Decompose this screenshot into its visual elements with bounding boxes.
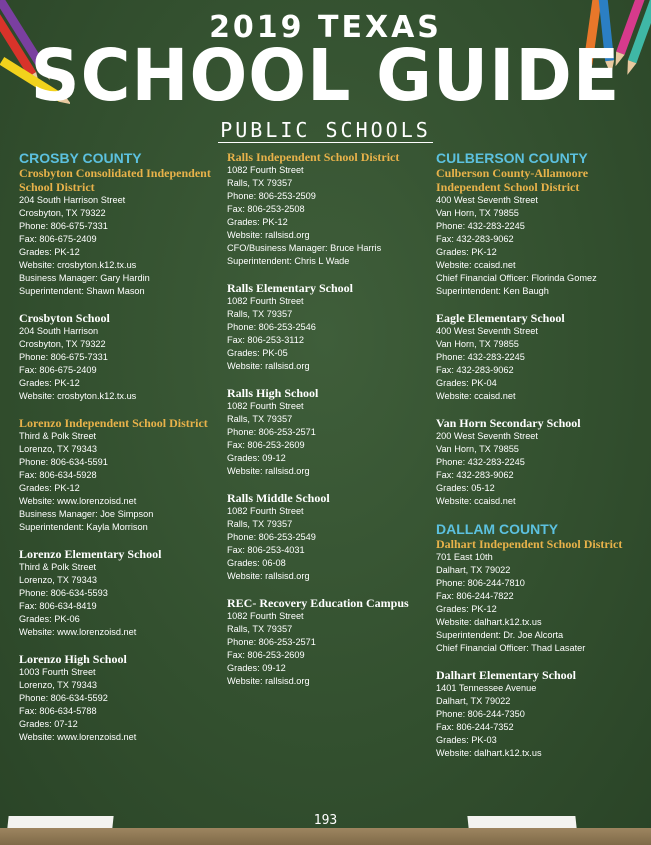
contact-detail: Lorenzo, TX 79343 bbox=[19, 680, 97, 690]
school-name: REC- Recovery Education Campus bbox=[227, 596, 409, 610]
header-subtitle bbox=[0, 118, 651, 142]
contact-detail: Van Horn, TX 79855 bbox=[436, 339, 519, 349]
contact-detail: Website: www.lorenzoisd.net bbox=[19, 732, 137, 742]
contact-detail: Phone: 432-283-2245 bbox=[436, 457, 525, 467]
contact-detail: Website: ccaisd.net bbox=[436, 391, 516, 401]
contact-detail: Phone: 806-253-2509 bbox=[227, 191, 316, 201]
contact-detail: Fax: 806-634-5928 bbox=[19, 470, 97, 480]
contact-detail: Phone: 806-253-2571 bbox=[227, 427, 316, 437]
contact-detail: 400 West Seventh Street bbox=[436, 195, 538, 205]
contact-detail: Website: rallsisd.org bbox=[227, 230, 310, 240]
contact-detail: Dalhart, TX 79022 bbox=[436, 565, 511, 575]
directory-entry bbox=[227, 596, 432, 688]
school-name: Lorenzo Elementary School bbox=[19, 547, 162, 561]
district-name: Ralls Independent School District bbox=[227, 150, 400, 164]
school-name: Dalhart Elementary School bbox=[436, 668, 576, 682]
contact-detail: Grades: 06-08 bbox=[227, 558, 286, 568]
contact-detail: Phone: 806-634-5593 bbox=[19, 588, 108, 598]
contact-detail: Phone: 432-283-2245 bbox=[436, 352, 525, 362]
contact-detail: Website: crosbyton.k12.tx.us bbox=[19, 260, 137, 270]
contact-detail: Business Manager: Joe Simpson bbox=[19, 509, 154, 519]
directory-entry bbox=[436, 150, 641, 298]
contact-detail: Fax: 432-283-9062 bbox=[436, 470, 514, 480]
directory-entry bbox=[436, 668, 641, 760]
contact-detail: 1082 Fourth Street bbox=[227, 506, 304, 516]
contact-detail: Grades: PK-12 bbox=[436, 604, 497, 614]
contact-detail: 1082 Fourth Street bbox=[227, 165, 304, 175]
contact-detail: Fax: 432-283-9062 bbox=[436, 234, 514, 244]
header-subtitle-text: PUBLIC SCHOOLS bbox=[220, 118, 431, 142]
contact-detail: Ralls, TX 79357 bbox=[227, 309, 293, 319]
county-heading: DALLAM COUNTY bbox=[436, 521, 559, 537]
column-1 bbox=[19, 150, 224, 757]
column-2 bbox=[227, 150, 432, 701]
county-heading: CULBERSON COUNTY bbox=[436, 150, 588, 166]
contact-detail: Superintendent: Chris L Wade bbox=[227, 256, 350, 266]
school-name: Ralls Elementary School bbox=[227, 281, 353, 295]
school-name: Ralls High School bbox=[227, 386, 319, 400]
contact-detail: Grades: PK-06 bbox=[19, 614, 80, 624]
contact-detail: Chief Financial Officer: Thad Lasater bbox=[436, 643, 586, 653]
contact-detail: Fax: 806-675-2409 bbox=[19, 365, 97, 375]
contact-detail: Website: www.lorenzoisd.net bbox=[19, 496, 137, 506]
contact-detail: Ralls, TX 79357 bbox=[227, 414, 293, 424]
contact-detail: 200 West Seventh Street bbox=[436, 431, 538, 441]
directory-entry bbox=[227, 386, 432, 478]
contact-detail: 400 West Seventh Street bbox=[436, 326, 538, 336]
contact-detail: Website: rallsisd.org bbox=[227, 571, 310, 581]
contact-detail: Third & Polk Street bbox=[19, 431, 97, 441]
school-name: Eagle Elementary School bbox=[436, 311, 565, 325]
contact-detail: Superintendent: Dr. Joe Alcorta bbox=[436, 630, 564, 640]
header-main-title: SCHOOL GUIDE bbox=[30, 35, 621, 118]
contact-detail: Fax: 806-253-2609 bbox=[227, 440, 305, 450]
contact-detail: Fax: 806-253-4031 bbox=[227, 545, 305, 555]
contact-detail: Grades: PK-12 bbox=[19, 247, 80, 257]
contact-detail: Grades: PK-12 bbox=[19, 483, 80, 493]
contact-detail: Website: dalhart.k12.tx.us bbox=[436, 617, 542, 627]
contact-detail: Ralls, TX 79357 bbox=[227, 519, 293, 529]
contact-detail: Phone: 806-244-7350 bbox=[436, 709, 525, 719]
contact-detail: Fax: 806-253-2508 bbox=[227, 204, 305, 214]
directory-entry bbox=[436, 416, 641, 508]
directory-entry bbox=[227, 491, 432, 583]
contact-detail: Grades: PK-03 bbox=[436, 735, 497, 745]
contact-detail: Fax: 806-253-3112 bbox=[227, 335, 304, 345]
contact-detail: Website: ccaisd.net bbox=[436, 260, 516, 270]
school-name: Van Horn Secondary School bbox=[436, 416, 581, 430]
contact-detail: Dalhart, TX 79022 bbox=[436, 696, 511, 706]
contact-detail: Crosbyton, TX 79322 bbox=[19, 339, 106, 349]
contact-detail: Fax: 806-253-2609 bbox=[227, 650, 305, 660]
district-name: Crosbyton Consolidated Independent School District bbox=[19, 166, 211, 194]
contact-detail: Lorenzo, TX 79343 bbox=[19, 575, 97, 585]
contact-detail: Website: ccaisd.net bbox=[436, 496, 516, 506]
contact-detail: Grades: PK-12 bbox=[227, 217, 288, 227]
county-heading: CROSBY COUNTY bbox=[19, 150, 142, 166]
contact-detail: Fax: 806-244-7352 bbox=[436, 722, 514, 732]
contact-detail: 1082 Fourth Street bbox=[227, 401, 304, 411]
directory-entry bbox=[227, 150, 432, 268]
school-name: Ralls Middle School bbox=[227, 491, 330, 505]
district-name: Dalhart Independent School District bbox=[436, 537, 623, 551]
contact-detail: Phone: 432-283-2245 bbox=[436, 221, 525, 231]
page-number: 193 bbox=[313, 813, 338, 828]
district-name: Culberson County-Allamoore Independent School District bbox=[436, 166, 589, 194]
district-name: Lorenzo Independent School District bbox=[19, 416, 208, 430]
contact-detail: Grades: 05-12 bbox=[436, 483, 495, 493]
contact-detail: Third & Polk Street bbox=[19, 562, 97, 572]
contact-detail: Fax: 806-634-5788 bbox=[19, 706, 97, 716]
directory-entry bbox=[19, 547, 224, 639]
contact-detail: CFO/Business Manager: Bruce Harris bbox=[227, 243, 382, 253]
contact-detail: 204 South Harrison Street bbox=[19, 195, 126, 205]
contact-detail: Grades: 09-12 bbox=[227, 663, 286, 673]
contact-detail: Phone: 806-253-2571 bbox=[227, 637, 316, 647]
contact-detail: Ralls, TX 79357 bbox=[227, 624, 293, 634]
contact-detail: Superintendent: Kayla Morrison bbox=[19, 522, 148, 532]
contact-detail: Phone: 806-253-2546 bbox=[227, 322, 316, 332]
contact-detail: Website: crosbyton.k12.tx.us bbox=[19, 391, 137, 401]
contact-detail: Business Manager: Gary Hardin bbox=[19, 273, 150, 283]
directory-entry bbox=[19, 416, 224, 534]
directory-entry bbox=[19, 311, 224, 403]
contact-detail: Website: www.lorenzoisd.net bbox=[19, 627, 137, 637]
column-3 bbox=[436, 150, 641, 773]
contact-detail: Fax: 806-244-7822 bbox=[436, 591, 514, 601]
header-year-title: 2019 TEXAS bbox=[209, 10, 442, 45]
chalkboard-ledge bbox=[0, 828, 651, 845]
contact-detail: Phone: 806-675-7331 bbox=[19, 352, 108, 362]
contact-detail: Website: rallsisd.org bbox=[227, 466, 310, 476]
contact-detail: Fax: 432-283-9062 bbox=[436, 365, 514, 375]
contact-detail: Fax: 806-675-2409 bbox=[19, 234, 97, 244]
directory-entry bbox=[19, 150, 224, 298]
contact-detail: Lorenzo, TX 79343 bbox=[19, 444, 97, 454]
contact-detail: Phone: 806-675-7331 bbox=[19, 221, 108, 231]
contact-detail: Chief Financial Officer: Florinda Gomez bbox=[436, 273, 597, 283]
contact-detail: Phone: 806-253-2549 bbox=[227, 532, 316, 542]
contact-detail: Phone: 806-634-5592 bbox=[19, 693, 108, 703]
contact-detail: Van Horn, TX 79855 bbox=[436, 444, 519, 454]
contact-detail: Crosbyton, TX 79322 bbox=[19, 208, 106, 218]
contact-detail: Grades: 09-12 bbox=[227, 453, 286, 463]
contact-detail: Superintendent: Ken Baugh bbox=[436, 286, 549, 296]
contact-detail: 1003 Fourth Street bbox=[19, 667, 96, 677]
contact-detail: Fax: 806-634-8419 bbox=[19, 601, 97, 611]
contact-detail: Phone: 806-634-5591 bbox=[19, 457, 108, 467]
contact-detail: Grades: PK-12 bbox=[436, 247, 497, 257]
contact-detail: Grades: PK-04 bbox=[436, 378, 497, 388]
contact-detail: Superintendent: Shawn Mason bbox=[19, 286, 145, 296]
directory-entry bbox=[227, 281, 432, 373]
contact-detail: 204 South Harrison bbox=[19, 326, 99, 336]
contact-detail: 1401 Tennessee Avenue bbox=[436, 683, 537, 693]
contact-detail: Website: rallsisd.org bbox=[227, 676, 310, 686]
school-name: Crosbyton School bbox=[19, 311, 110, 325]
contact-detail: 701 East 10th bbox=[436, 552, 493, 562]
contact-detail: Website: dalhart.k12.tx.us bbox=[436, 748, 542, 758]
school-name: Lorenzo High School bbox=[19, 652, 127, 666]
contact-detail: Phone: 806-244-7810 bbox=[436, 578, 525, 588]
contact-detail: 1082 Fourth Street bbox=[227, 611, 304, 621]
contact-detail: Grades: 07-12 bbox=[19, 719, 78, 729]
contact-detail: Ralls, TX 79357 bbox=[227, 178, 293, 188]
directory-entry bbox=[19, 652, 224, 744]
contact-detail: 1082 Fourth Street bbox=[227, 296, 304, 306]
contact-detail: Grades: PK-05 bbox=[227, 348, 288, 358]
directory-entry bbox=[436, 521, 641, 655]
directory-entry bbox=[436, 311, 641, 403]
contact-detail: Grades: PK-12 bbox=[19, 378, 80, 388]
contact-detail: Van Horn, TX 79855 bbox=[436, 208, 519, 218]
contact-detail: Website: rallsisd.org bbox=[227, 361, 310, 371]
